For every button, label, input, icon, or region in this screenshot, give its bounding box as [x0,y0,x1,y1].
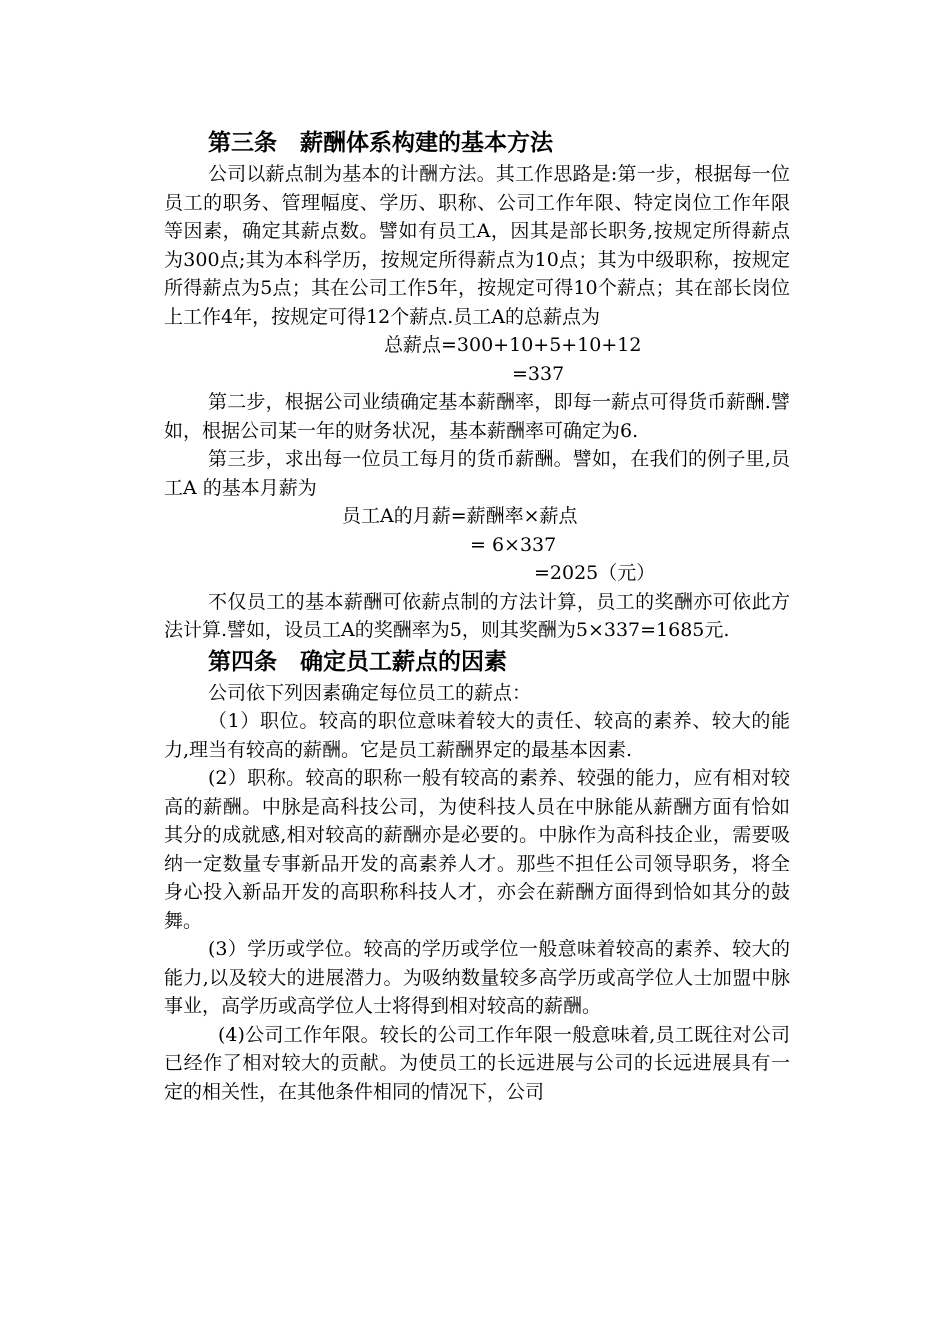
article-4-item-1: （1）职位。较高的职位意味着较大的责任、较高的素养、较大的能力,理当有较高的薪酬。它是员工薪酬界定的最基本因素. [164,710,790,761]
article-4-paragraph-1: 公司依下列因素确定每位员工的薪点： [208,681,532,704]
article-4-item-4: (4)公司工作年限。较长的公司工作年限一般意味着,员工既往对公司已经作了相对较大的贡献。为使员工的长远进展与公司的长远进展具有一定的相关性，在其他条件相同的情况下，公司 [164,1023,790,1103]
formula-monthly-pay: 员工A的月薪=薪酬率×薪点 [342,505,578,527]
article-4-heading: 第四条 确定员工薪点的因素 [208,648,507,675]
document-body [164,126,790,1106]
formula-total-points-result: =337 [512,362,565,385]
article-3-heading: 第三条 薪酬体系构建的基本方法 [208,130,553,156]
article-3-paragraph-3: 第三步，求出每一位员工每月的货币薪酬。譬如，在我们的例子里,员工A 的基本月薪为 [164,448,790,499]
article-3-paragraph-2: 第二步，根据公司业绩确定基本薪酬率，即每一薪点可得货币薪酬.譬如，根据公司某一年的财务状况，基本薪酬率可确定为6. [164,391,790,442]
formula-monthly-pay-step: = 6×337 [470,533,557,556]
formula-monthly-pay-result: =2025（元） [534,562,656,584]
article-4-item-3: (3）学历或学位。较高的学历或学位一般意味着较高的素养、较大的能力,以及较大的进展潜力。为吸纳数量较多高学历或高学位人士加盟中脉事业，高学历或高学位人士将得到相对较高的薪酬。 [164,938,790,1017]
article-3-paragraph-4: 不仅员工的基本薪酬可依薪点制的方法计算，员工的奖酬亦可依此方法计算.譬如，设员工A的奖酬率为5，则其奖酬为5×337=1685元. [164,590,790,641]
article-4-item-2: (2）职称。较高的职称一般有较高的素养、较强的能力，应有相对较高的薪酬。中脉是高科技公司，为使科技人员在中脉能从薪酬方面有恰如其分的成就感,相对较高的薪酬亦是必要的。中脉作为高科技企业，需要吸纳一定数量专事新品开发的高素养人才。那些不担任公司领导职务，将全身心投入新品开发的高职称科技人才，亦会在薪酬方面得到恰如其分的鼓舞。 [164,767,790,932]
formula-total-points: 总薪点=300+10+5+10+12 [384,334,642,356]
article-3-paragraph-1: 公司以薪点制为基本的计酬方法。其工作思路是:第一步，根据每一位员工的职务、管理幅度、学历、职称、公司工作年限、特定岗位工作年限等因素，确定其薪点数。譬如有员工A，因其是部长职务,按规定所得薪点为300点;其为本科学历，按规定所得薪点为10点；其为中级职称，按规定所得薪点为5点；其在公司工作5年，按规定可得10个薪点；其在部长岗位上工作4年，按规定可得12个薪点.员工A的总薪点为 [164,163,790,328]
